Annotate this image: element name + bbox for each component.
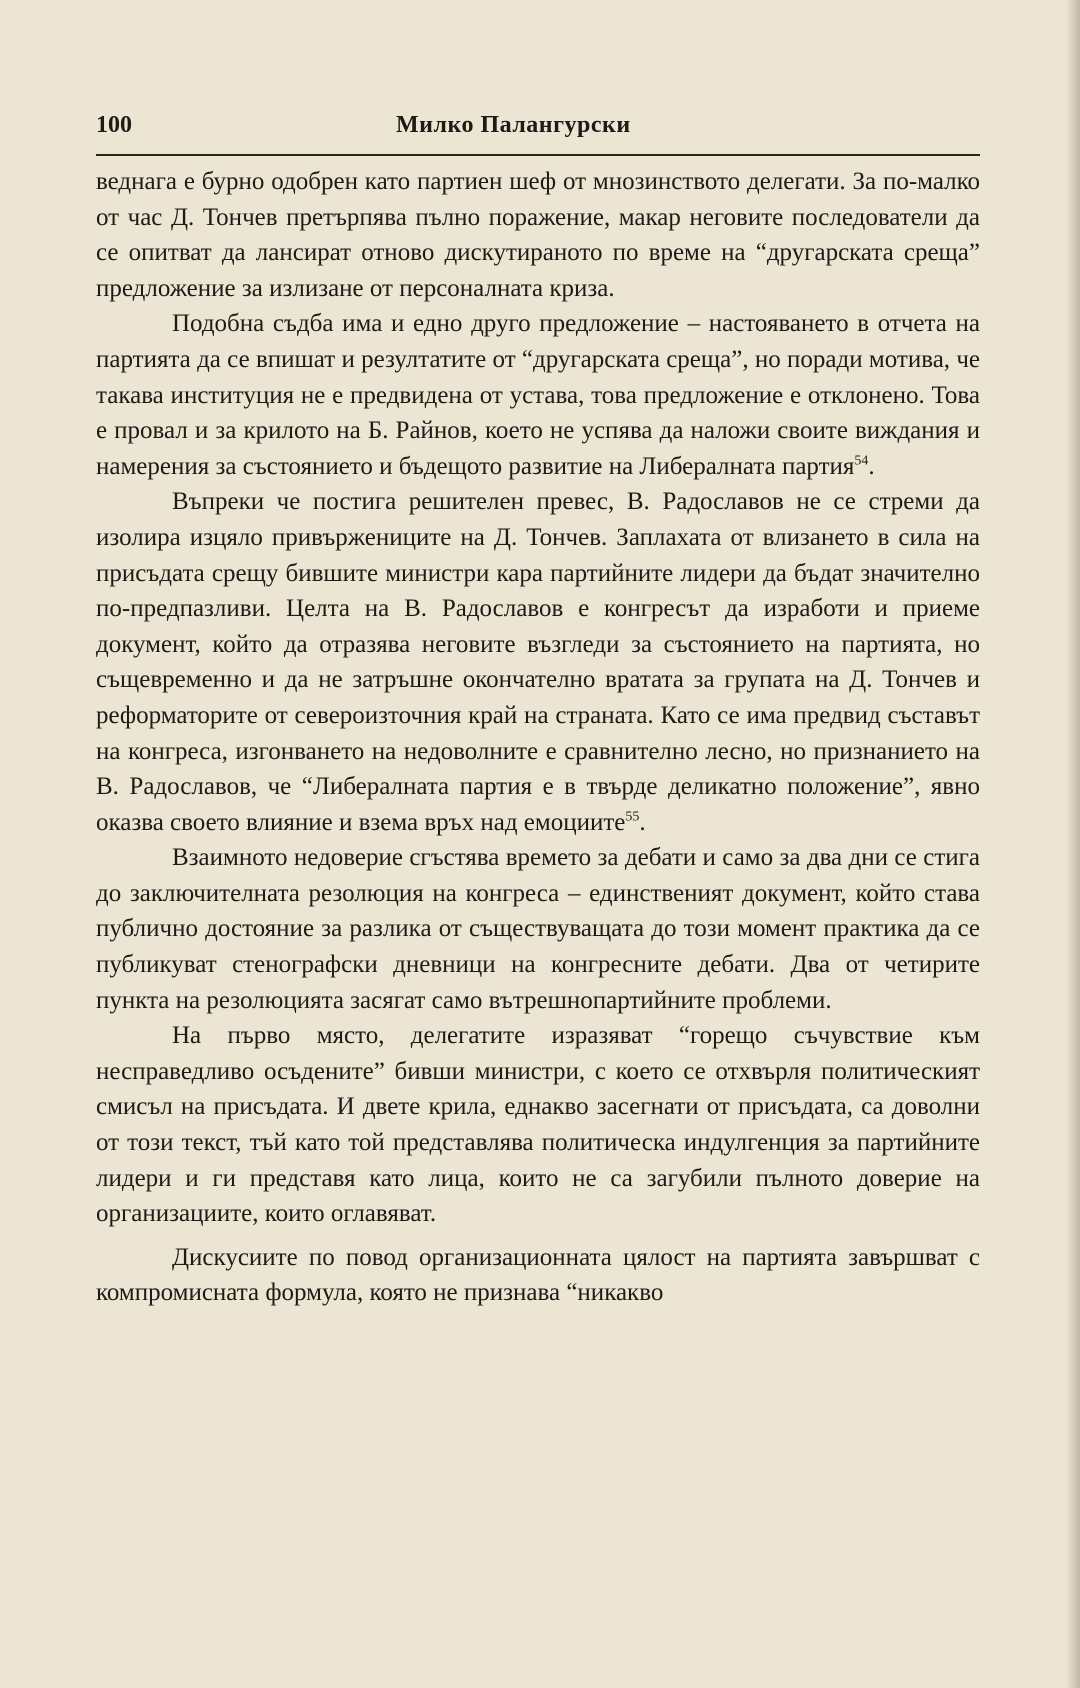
page-edge-shadow [1066,0,1080,1688]
paragraph-text: веднага е бурно одобрен като партиен шеф от мнозинството делегати. За по-малко от час Д. Тончев претърпява пълно поражение, макар неговите последователи да се опитват да лансират отново дискутираното по време на “другарската среща” предложение за излизане от персоналната криза. [96,168,980,302]
paragraph-end: . [868,452,875,480]
footnote-ref: 55 [625,809,640,825]
body-text [96,164,980,1311]
paragraph-text: Подобна съдба има и едно друго предложение – настояването в отчета на партията да се впишат и резултатите от “другарската среща”, но поради мотива, че такава институция не е предвидена от устава, това предложение е отклонено. Това е провал и за крилото на Б. Райнов, което не успява да наложи своите виждания и намерения за състоянието и бъдещото развитие на Либералната партия [96,310,980,480]
paragraph-text: Въпреки че постига решителен превес, В. Радославов не се стреми да изолира изцяло привържениците на Д. Тончев. Заплахата от влизането в сила на присъдата срещу бившите министри кара партийните лидери да бъдат значително по-предпазливи. Целта на В. Радославов е конгресът да изработи и приеме документ, който да отразява неговите възгледи за състоянието на партията, но същевременно и да не затръшне окончателно вратата за групата на Д. Тончев и реформаторите от североизточния край на страната. Като се има предвид съставът на конгреса, изгонването на недоволните е сравнително лесно, но признанието на В. Радославов, че “Либералната партия е в твърде деликатно положение”, явно оказва своето влияние и взема връх над емоциите [96,488,980,836]
paragraph-2 [96,306,980,484]
paragraph-5 [96,1018,980,1232]
running-head: Милко Палангурски [396,112,631,138]
paragraph-end: . [639,808,646,836]
paragraph-gap [96,1232,980,1240]
paragraph-1 [96,164,980,306]
paragraph-3 [96,484,980,840]
book-page [96,112,980,1311]
paragraph-text: На първо място, делегатите изразяват “горещо съчувствие към несправедливо осъдените” бивши министри, с което се отхвърля политическият смисъл на присъдата. И двете крила, еднакво засегнати от присъдата, са доволни от този текст, тъй като той представлява политическа индулгенция за партийните лидери и ги представя като лица, които не са загубили пълното доверие на организациите, които оглавяват. [96,1022,980,1228]
footnote-ref: 54 [854,453,869,469]
page-header [96,112,980,156]
paragraph-text: Взаимното недоверие сгъстява времето за дебати и само за два дни се стига до заключителната резолюция на конгреса – единственият документ, който става публично достояние за разлика от съществуващата до този момент практика да се публикуват стенографски дневници на конгресните дебати. Два от четирите пункта на резолюцията засягат само вътрешнопартийните проблеми. [96,844,980,1014]
paragraph-text: Дискусиите по повод организационната цялост на партията завършват с компромисната формула, която не признава “никакво [96,1243,980,1307]
paragraph-6 [96,1240,980,1311]
paragraph-4 [96,840,980,1018]
page-number: 100 [96,112,132,138]
